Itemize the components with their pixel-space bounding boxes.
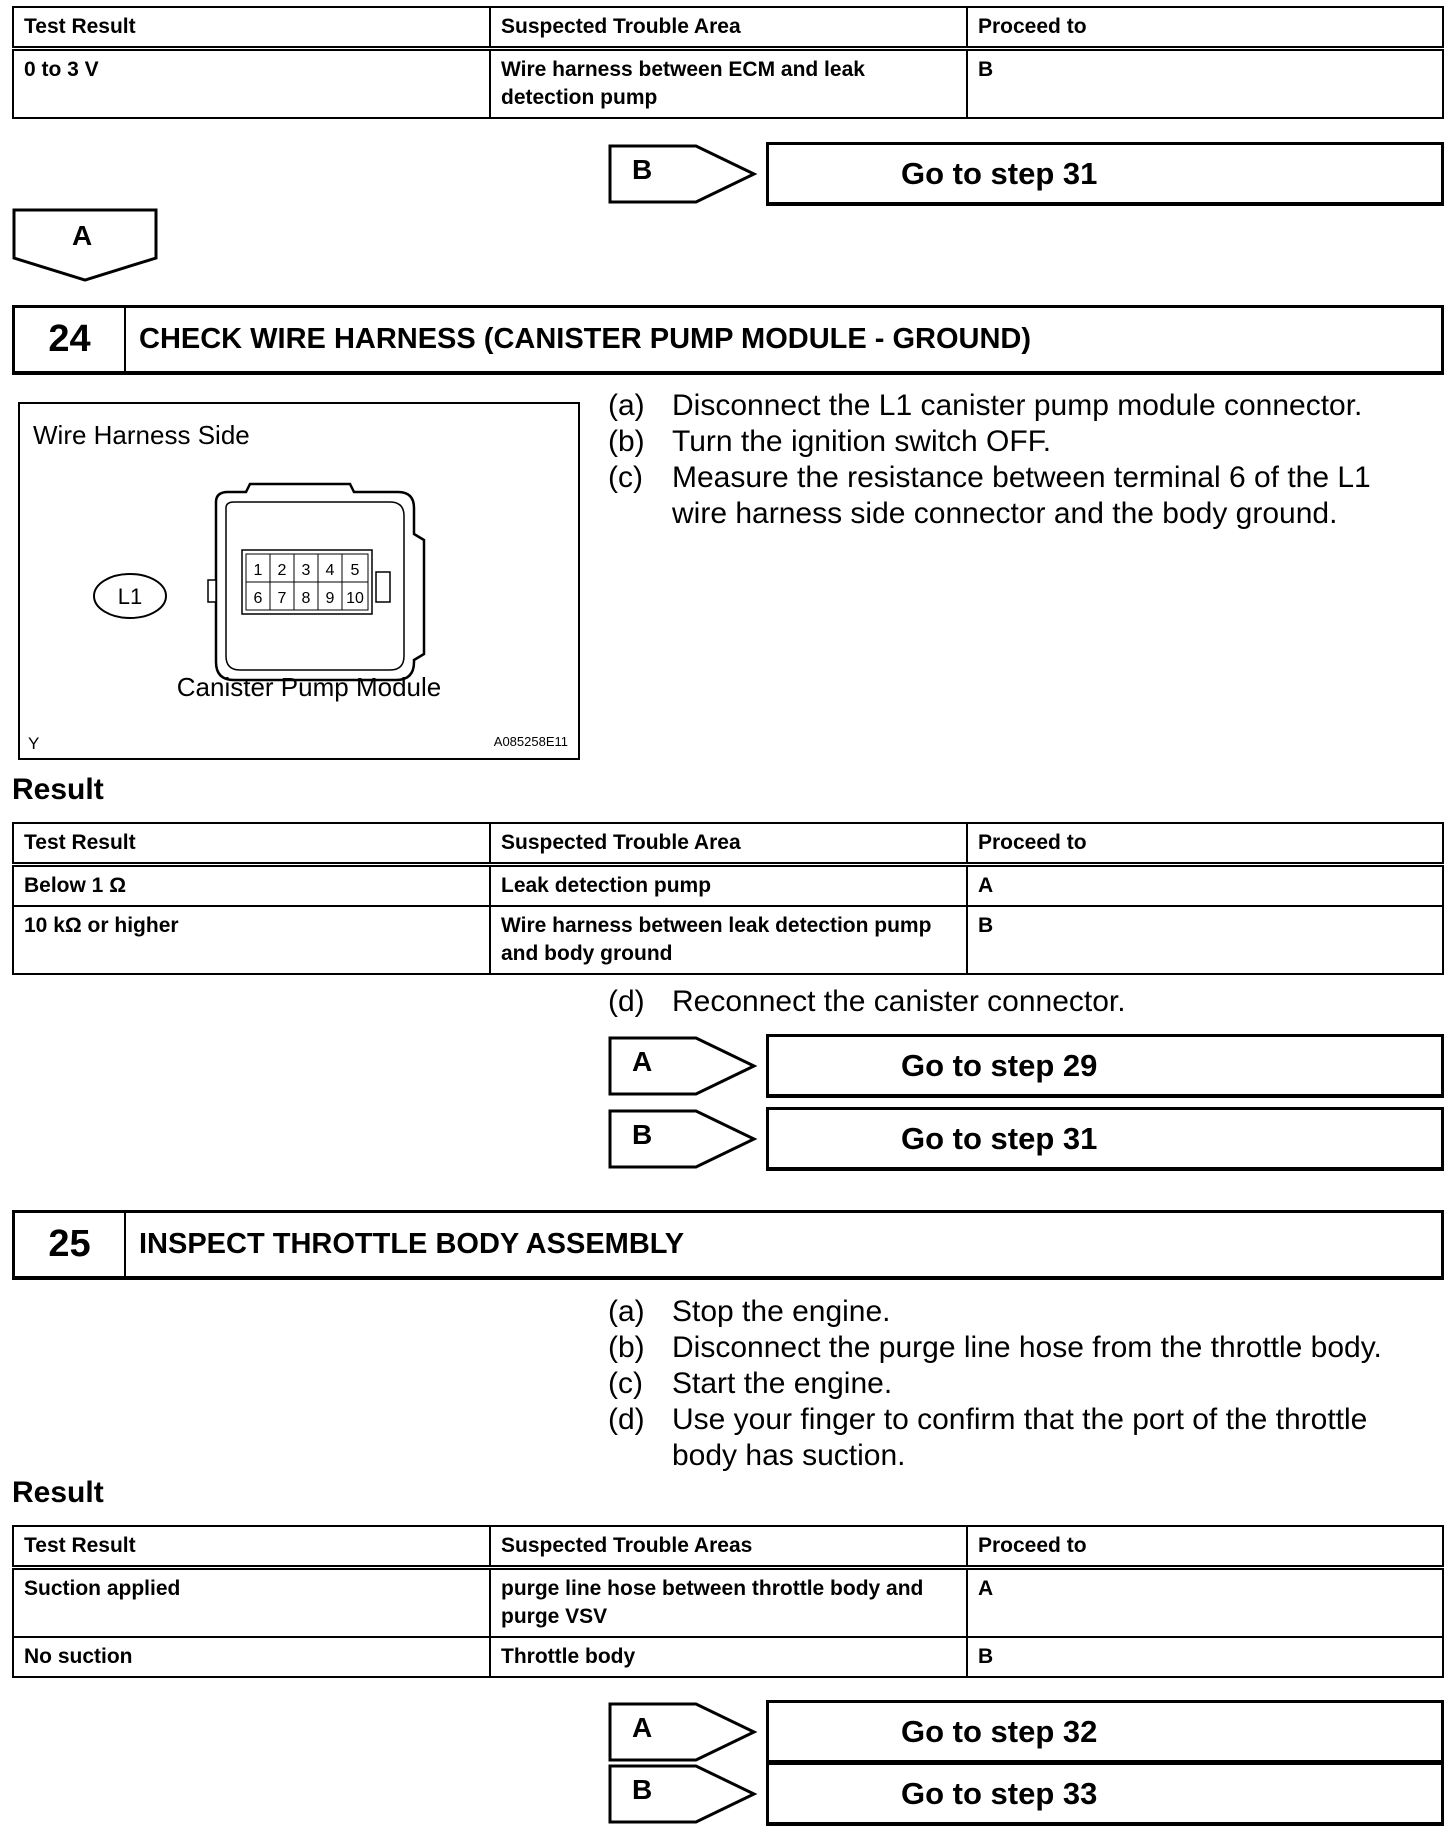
- header-proceed-to: Proceed to: [967, 7, 1443, 49]
- cell-proceed-to: B: [967, 906, 1443, 974]
- result-heading: Result: [12, 1476, 104, 1509]
- instruction-item: [608, 460, 1432, 532]
- instruction-text: Reconnect the canister connector.: [672, 985, 1126, 1018]
- right-arrow-icon: [608, 1036, 760, 1096]
- header-proceed-to: Proceed to: [967, 1526, 1443, 1568]
- instruction-text: Stop the engine.: [672, 1295, 891, 1328]
- header-suspected-area: Suspected Trouble Area: [490, 823, 967, 865]
- cell-suspected-area: Wire harness between ECM and leak detection pump: [490, 49, 967, 119]
- go-to-step-link[interactable]: Go to step 29: [766, 1034, 1444, 1098]
- instruction-letter: (a): [608, 389, 645, 422]
- pin-2: 2: [277, 562, 287, 579]
- header-test-result: Test Result: [13, 823, 490, 865]
- pin-1: 1: [253, 562, 263, 579]
- arrow-label: A: [632, 1046, 653, 1077]
- pin-6: 6: [253, 590, 263, 607]
- instruction-letter: (b): [608, 1331, 645, 1364]
- instruction-text: Measure the resistance between terminal 6 of the L1 wire harness side connector and the body ground.: [672, 461, 1371, 530]
- go-to-step-link[interactable]: Go to step 31: [766, 1107, 1444, 1171]
- instruction-letter: (c): [608, 1367, 643, 1400]
- instruction-text: Use your finger to confirm that the port of the throttle body has suction.: [672, 1403, 1368, 1472]
- table-row: [13, 1568, 1443, 1638]
- step-title: CHECK WIRE HARNESS (CANISTER PUMP MODULE - GROUND): [139, 323, 1032, 355]
- pin-9: 9: [325, 590, 335, 607]
- right-arrow-icon: [608, 1764, 760, 1824]
- instruction-text: Start the engine.: [672, 1367, 893, 1400]
- step-title: INSPECT THROTTLE BODY ASSEMBLY: [139, 1228, 685, 1260]
- cell-test-result: 0 to 3 V: [13, 49, 490, 119]
- instruction-letter: (b): [608, 425, 645, 458]
- pin-7: 7: [277, 590, 287, 607]
- step-number: 25: [15, 1213, 126, 1276]
- step-number: 24: [15, 308, 126, 371]
- instruction-letter: (c): [608, 461, 643, 494]
- table-header-row: [13, 7, 1443, 49]
- step-24-header: [12, 305, 1444, 375]
- go-to-step-link[interactable]: Go to step 33: [766, 1762, 1444, 1826]
- instruction-item: [608, 984, 1432, 1020]
- result-table-step24: [12, 822, 1444, 975]
- instruction-text: Disconnect the L1 canister pump module connector.: [672, 389, 1363, 422]
- instruction-item: [608, 1330, 1432, 1366]
- instruction-text: Disconnect the purge line hose from the throttle body.: [672, 1331, 1382, 1364]
- connector-drawing: [20, 404, 578, 758]
- instruction-item: [608, 424, 1432, 460]
- connector-id-label: L1: [117, 584, 143, 609]
- pin-3: 3: [301, 562, 311, 579]
- header-test-result: Test Result: [13, 1526, 490, 1568]
- right-arrow-icon: [608, 1702, 760, 1762]
- step-25-header: [12, 1210, 1444, 1280]
- table-header-row: [13, 1526, 1443, 1568]
- cell-proceed-to: A: [967, 865, 1443, 907]
- go-to-step-link[interactable]: Go to step 31: [766, 142, 1444, 206]
- figure-caption: Canister Pump Module: [176, 672, 442, 702]
- cell-suspected-area: Throttle body: [490, 1637, 967, 1677]
- pin-8: 8: [301, 590, 311, 607]
- instruction-item: [608, 1402, 1432, 1474]
- right-arrow-icon: [608, 144, 760, 204]
- header-suspected-areas: Suspected Trouble Areas: [490, 1526, 967, 1568]
- go-to-step-link[interactable]: Go to step 32: [766, 1700, 1444, 1764]
- table-row: [13, 906, 1443, 974]
- instruction-item: [608, 1366, 1432, 1402]
- arrow-label: A: [72, 220, 93, 251]
- arrow-label: B: [632, 154, 653, 185]
- arrow-label: A: [632, 1712, 653, 1743]
- header-suspected-area: Suspected Trouble Area: [490, 7, 967, 49]
- down-arrow-a[interactable]: [12, 208, 160, 287]
- instruction-item: [608, 1294, 1432, 1330]
- figure-code: A085258E11: [493, 734, 568, 749]
- cell-test-result: No suction: [13, 1637, 490, 1677]
- cell-suspected-area: purge line hose between throttle body and purge VSV: [490, 1568, 967, 1638]
- figure-title: Wire Harness Side: [33, 420, 250, 450]
- header-proceed-to: Proceed to: [967, 823, 1443, 865]
- table-header-row: [13, 823, 1443, 865]
- cell-proceed-to: A: [967, 1568, 1443, 1638]
- step-24-after-instruction: [608, 984, 1432, 1020]
- instruction-letter: (d): [608, 1403, 645, 1436]
- right-arrow-icon: [608, 1109, 760, 1169]
- step-25-instructions: [608, 1294, 1432, 1474]
- cell-test-result: 10 kΩ or higher: [13, 906, 490, 974]
- result-heading: Result: [12, 773, 104, 806]
- cell-test-result: Below 1 Ω: [13, 865, 490, 907]
- instruction-letter: (d): [608, 985, 645, 1018]
- result-table-step23: [12, 6, 1444, 119]
- table-row: [13, 1637, 1443, 1677]
- cell-suspected-area: Leak detection pump: [490, 865, 967, 907]
- figure-corner-mark: Y: [28, 734, 40, 753]
- connector-diagram: [18, 402, 580, 760]
- pin-10: 10: [346, 590, 364, 607]
- result-table-step25: [12, 1525, 1444, 1678]
- instruction-letter: (a): [608, 1295, 645, 1328]
- header-test-result: Test Result: [13, 7, 490, 49]
- arrow-label: B: [632, 1119, 653, 1150]
- instruction-item: [608, 388, 1432, 424]
- instruction-text: Turn the ignition switch OFF.: [672, 425, 1052, 458]
- cell-test-result: Suction applied: [13, 1568, 490, 1638]
- cell-proceed-to: B: [967, 1637, 1443, 1677]
- arrow-label: B: [632, 1774, 653, 1805]
- cell-proceed-to: B: [967, 49, 1443, 119]
- pin-4: 4: [325, 562, 335, 579]
- pin-5: 5: [350, 562, 360, 579]
- cell-suspected-area: Wire harness between leak detection pump and body ground: [490, 906, 967, 974]
- table-row: [13, 49, 1443, 119]
- table-row: [13, 865, 1443, 907]
- step-24-instructions: [608, 388, 1432, 532]
